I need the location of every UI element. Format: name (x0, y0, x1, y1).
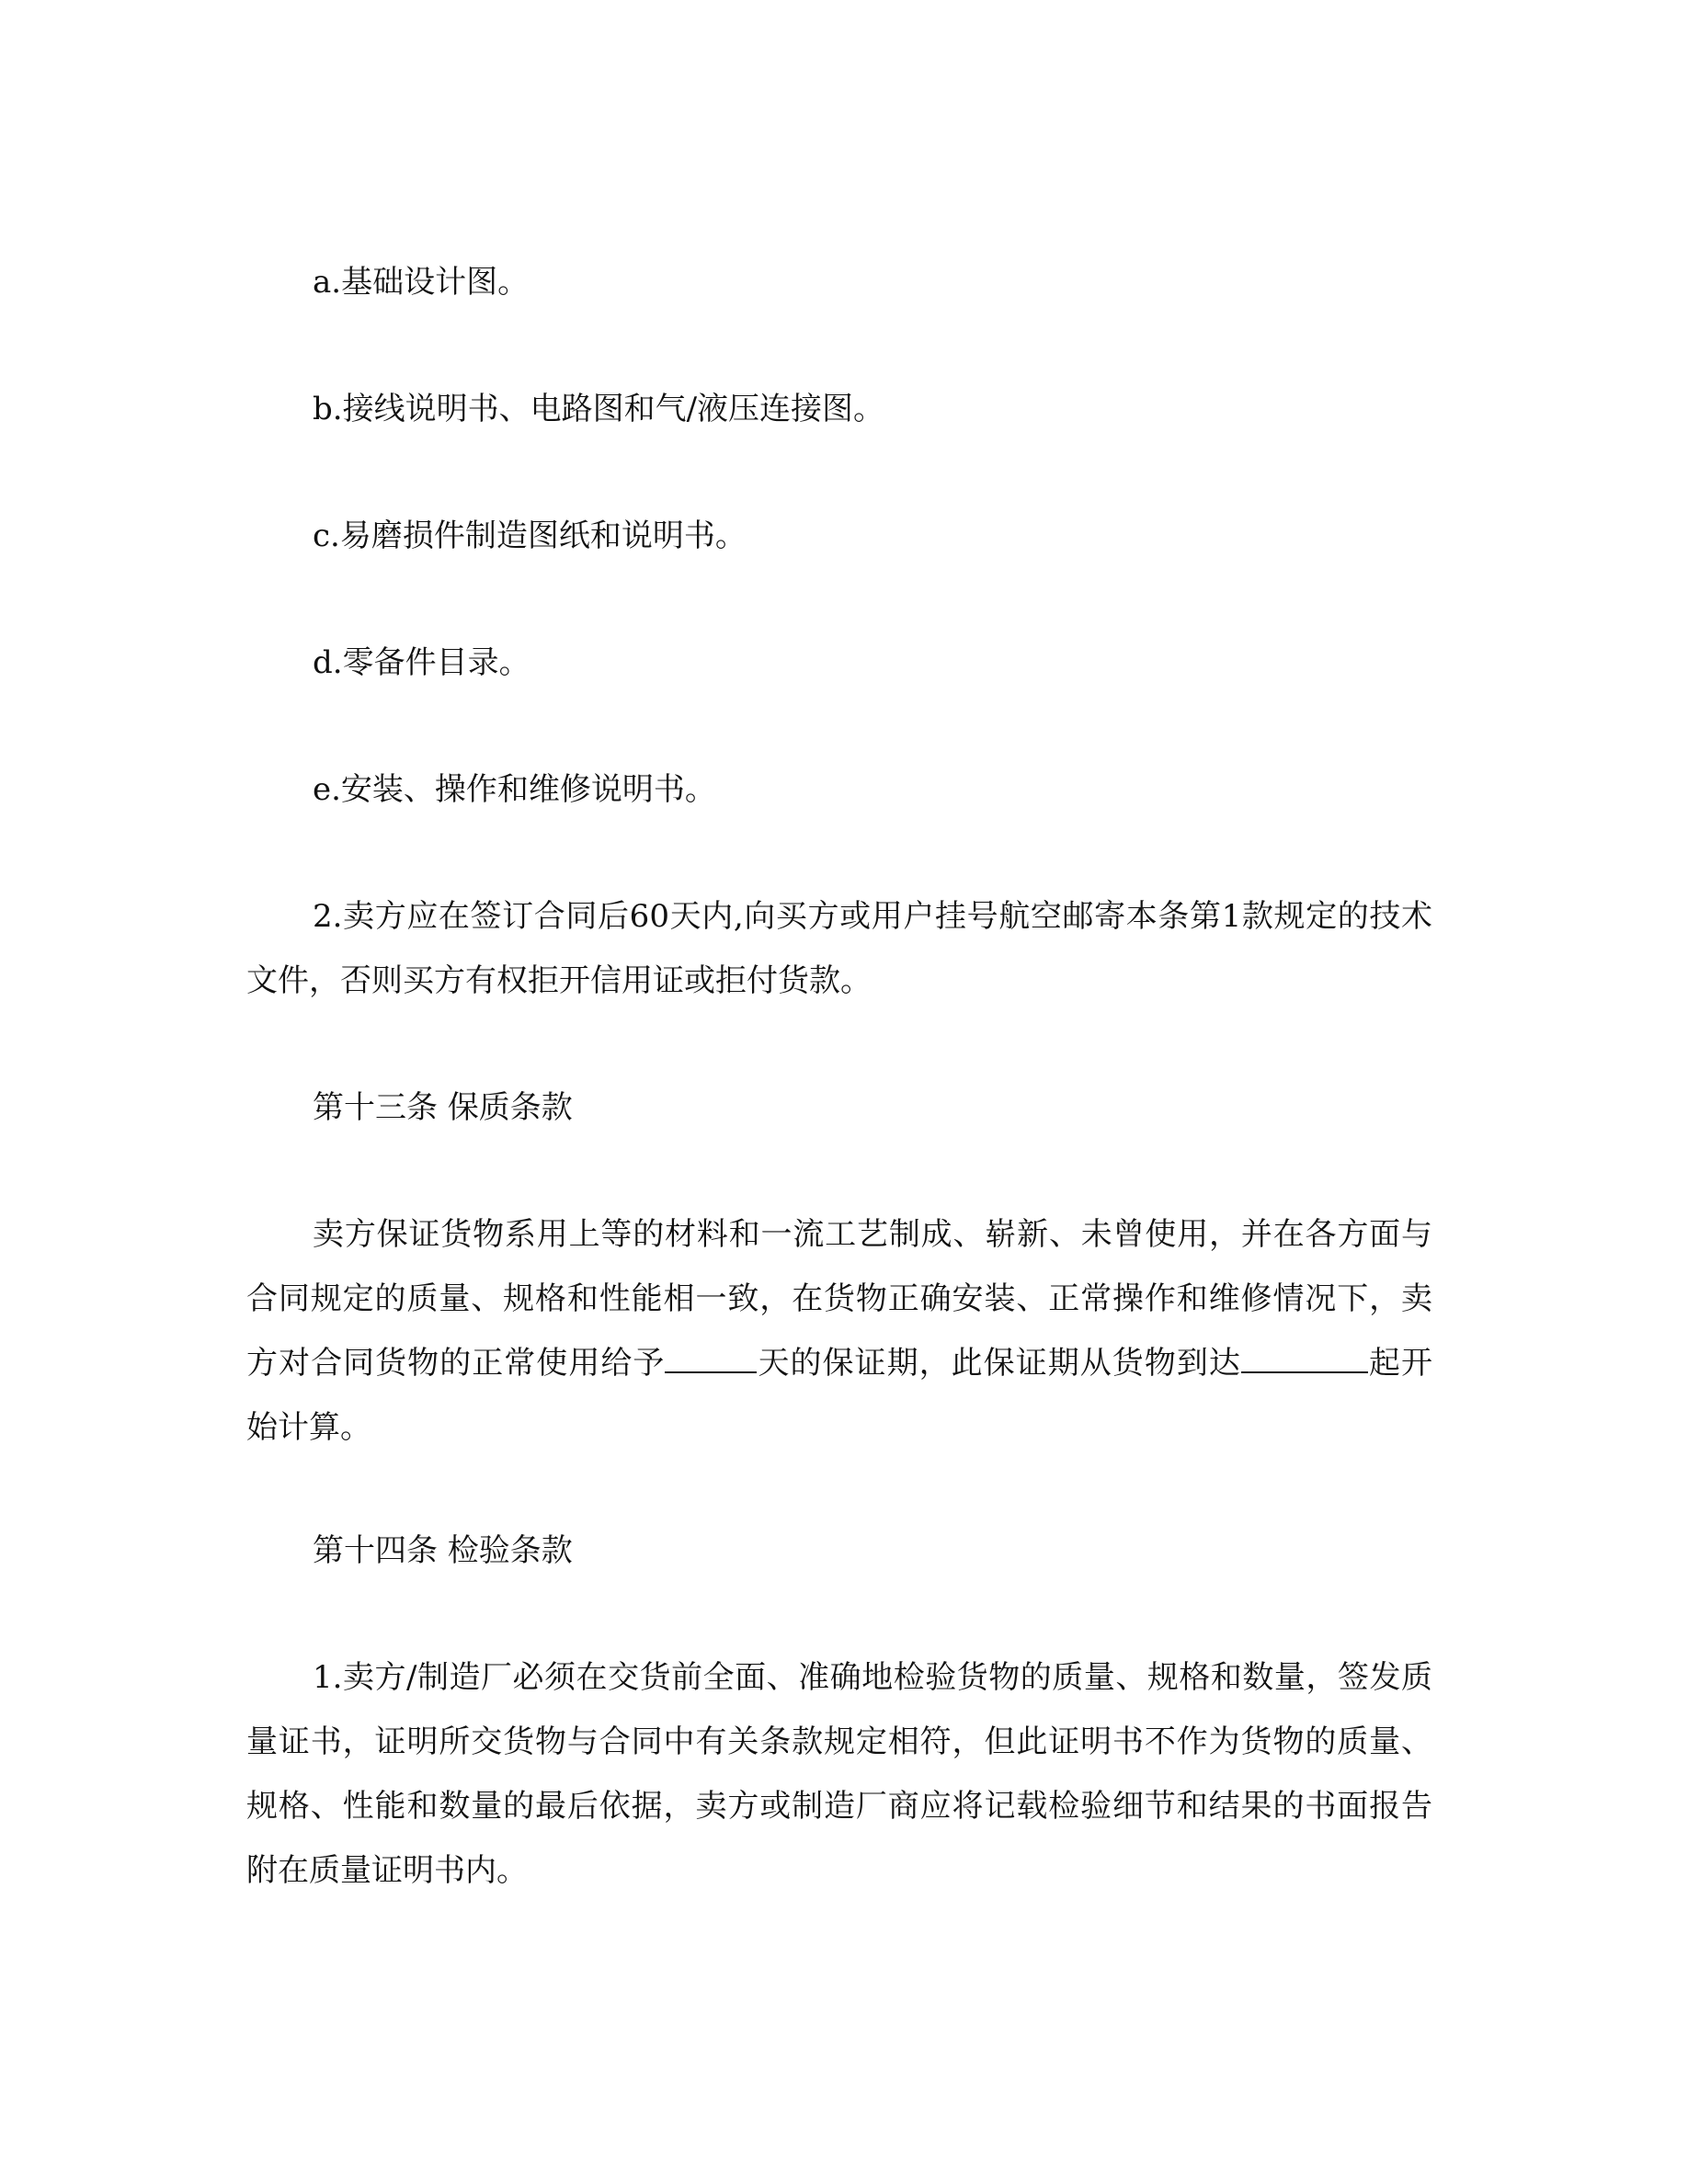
heading-article-13: 第十三条 保质条款 (313, 1089, 573, 1126)
paragraph-inspection-1: 1.卖方/制造厂必须在交货前全面、准确地检验货物的质量、规格和数量，签发质量证书，证明所交货物与合同中有关条款规定相符，但此证明书不作为货物的质量、规格、性能和数量的最后依据，卖方或制造厂商应将记载检验细节和结果的书面报告附在质量证明书内。 (246, 1659, 1432, 1889)
paragraph-warranty (246, 1202, 1432, 1460)
list-item-b: b.接线说明书、电路图和气/液压连接图。 (313, 391, 885, 427)
warranty-arrival-blank (1241, 1338, 1368, 1373)
list-item-e: e.安装、操作和维修说明书。 (313, 771, 716, 808)
warranty-days-blank (665, 1338, 757, 1373)
paragraph-technical-documents: 2.卖方应在签订合同后60天内,向买方或用户挂号航空邮寄本条第1款规定的技术文件，否则买方有权拒开信用证或拒付货款。 (246, 898, 1432, 999)
warranty-text-part2: 天的保证期，此保证期从货物到达 (757, 1345, 1241, 1382)
list-item-a: a.基础设计图。 (313, 264, 530, 301)
list-item-c: c.易磨损件制造图纸和说明书。 (313, 518, 747, 554)
heading-article-14: 第十四条 检验条款 (313, 1532, 573, 1569)
list-item-d: d.零备件目录。 (313, 644, 530, 681)
warranty-text-part3: 起开始计算。 (246, 1345, 1433, 1446)
warranty-text-part1: 卖方保证货物系用上等的材料和一流工艺制成、崭新、未曾使用，并在各方面与合同规定的质量、规格和性能相一致，在货物正确安装、正常操作和维修情况下，卖方对合同货物的正常使用给予 (246, 1216, 1432, 1382)
